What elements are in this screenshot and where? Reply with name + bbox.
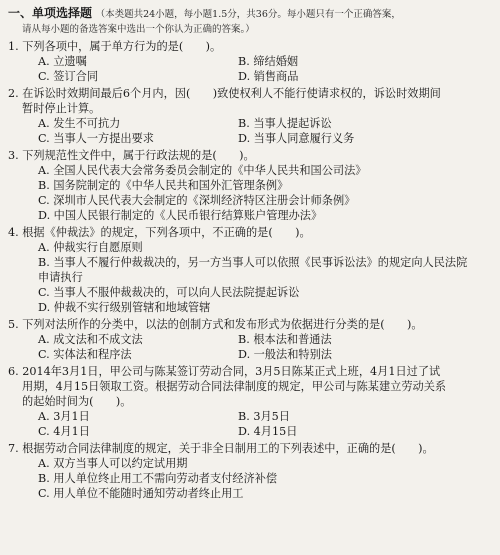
option-d: D. 4月15日 [238, 425, 298, 438]
section-instructions-cont: 请从每小题的备选答案中选出一个你认为正确的答案。） [22, 24, 255, 35]
question-2 [8, 86, 486, 146]
option-c: C. 4月1日 [38, 425, 90, 438]
section-title: 一、单项选择题 [8, 6, 93, 20]
option-a: A. 仲裁实行自愿原则 [38, 241, 143, 254]
section-instructions: （本类题共24小题，每小题1.5分，共36分。每小题只有一个正确答案， [95, 9, 401, 20]
question-stem-cont: 用期，4月15日领取工资。根据劳动合同法律制度的规定，甲公司与陈某建立劳动关系 [22, 380, 447, 393]
option-b: B. 当事人不履行仲裁裁决的，另一方当事人可以依照《民事诉讼法》的规定向人民法院 [38, 256, 468, 269]
question-stem: 4. 根据《仲裁法》的规定，下列各项中，不正确的是( )。 [8, 226, 311, 239]
option-a: A. 全国人民代表大会常务委员会制定的《中华人民共和国公司法》 [38, 164, 367, 177]
option-b: B. 缔结婚姻 [238, 55, 299, 68]
option-b: B. 根本法和普通法 [238, 333, 332, 346]
option-b-cont: 申请执行 [38, 271, 83, 284]
option-c: C. 当事人一方提出要求 [38, 132, 154, 145]
option-c: C. 深圳市人民代表大会制定的《深圳经济特区注册会计师条例》 [38, 194, 356, 207]
option-b: B. 国务院制定的《中华人民共和国外汇管理条例》 [38, 179, 289, 192]
option-c: C. 签订合同 [38, 70, 99, 83]
question-stem: 2. 在诉讼时效期间最后6个月内，因( )致使权利人不能行使请求权的，诉讼时效期间 [8, 87, 441, 100]
option-c: C. 当事人不服仲裁裁决的，可以向人民法院提起诉讼 [38, 286, 300, 299]
question-stem: 1. 下列各项中，属于单方行为的是( )。 [8, 40, 222, 53]
option-d: D. 中国人民银行制定的《人民币银行结算账户管理办法》 [38, 209, 323, 222]
question-stem: 3. 下列规范性文件中，属于行政法规的是( )。 [8, 149, 255, 162]
question-7 [8, 441, 486, 501]
option-d: D. 当事人同意履行义务 [238, 132, 355, 145]
option-d: D. 销售商品 [238, 70, 299, 83]
option-c: C. 实体法和程序法 [38, 348, 132, 361]
question-stem: 5. 下列对法所作的分类中，以法的创制方式和发布形式为依据进行分类的是( )。 [8, 318, 423, 331]
option-b: B. 当事人提起诉讼 [238, 117, 332, 130]
option-a: A. 发生不可抗力 [38, 117, 121, 130]
question-4 [8, 225, 486, 315]
question-3 [8, 148, 486, 223]
option-c: C. 用人单位不能随时通知劳动者终止用工 [38, 487, 244, 500]
question-5 [8, 317, 486, 362]
question-stem-cont: 暂时停止计算。 [22, 102, 101, 115]
option-a: A. 双方当事人可以约定试用期 [38, 457, 188, 470]
question-6 [8, 364, 486, 439]
option-b: B. 用人单位终止用工不需向劳动者支付经济补偿 [38, 472, 278, 485]
question-stem: 7. 根据劳动合同法律制度的规定，关于非全日制用工的下列表述中，正确的是( )。 [8, 442, 434, 455]
option-b: B. 3月5日 [238, 410, 290, 423]
question-stem: 6. 2014年3月1日，甲公司与陈某签订劳动合同，3月5日陈某正式上班，4月1日过了试 [8, 365, 441, 378]
question-1 [8, 39, 486, 84]
option-d: D. 仲裁不实行级别管辖和地域管辖 [38, 301, 211, 314]
section-header [8, 6, 486, 37]
option-d: D. 一般法和特别法 [238, 348, 332, 361]
option-a: A. 3月1日 [38, 410, 90, 423]
option-a: A. 成文法和不成文法 [38, 333, 143, 346]
question-stem-cont-2: 的起始时间为( )。 [22, 395, 132, 408]
option-a: A. 立遗嘱 [38, 55, 87, 68]
